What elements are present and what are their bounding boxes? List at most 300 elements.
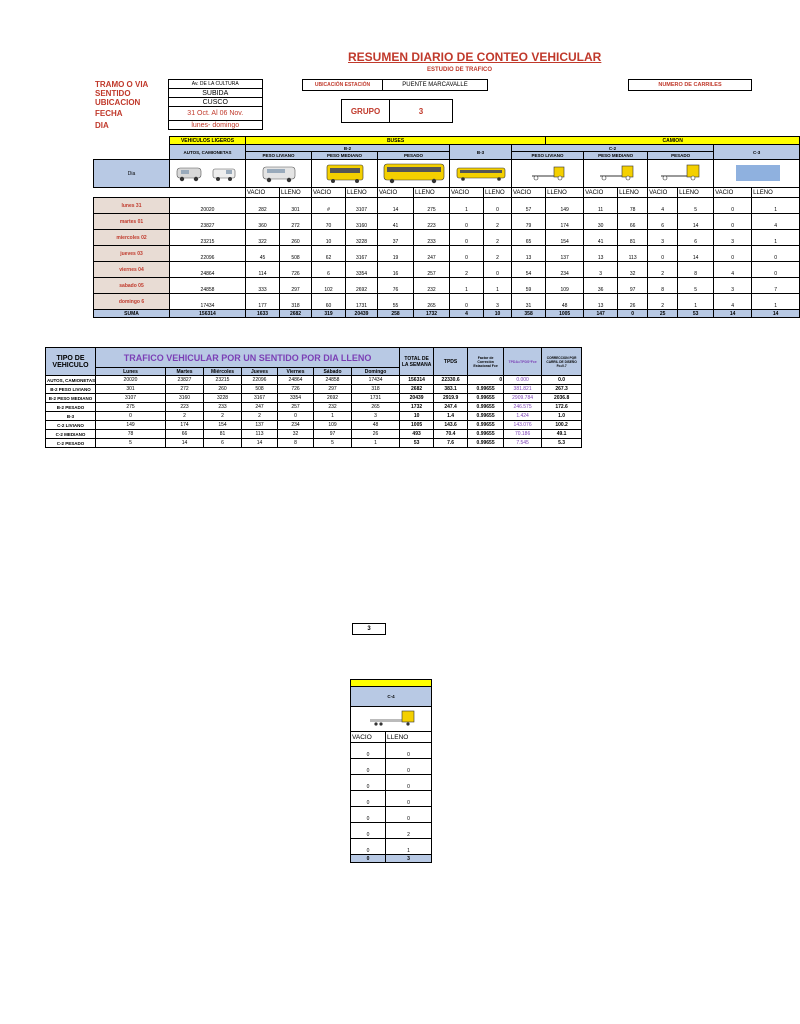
summary-cell: 1731 [352,394,400,403]
count-cell: 109 [546,278,584,294]
summary-cell: 297 [314,385,352,394]
vacio-header: VACIO [714,188,752,198]
count-cell: 2 [450,262,484,278]
day-label: lunes 31 [94,198,170,214]
header-dia: Dia [94,160,170,188]
c4-cell: 0 [351,823,386,839]
tpds-cell: 143.6 [434,421,468,430]
bus-large-icon [378,160,450,188]
count-cell: 2 [648,294,678,310]
tpds-cell: 247.4 [434,403,468,412]
summary-cell: 20020 [96,376,166,385]
summary-cell: 8 [278,439,314,448]
summary-cell: 0 [96,412,166,421]
count-cell: 1 [484,278,512,294]
lleno-header: LLENO [280,188,312,198]
c4-top-bar [351,680,432,687]
count-cell: 137 [546,246,584,262]
c4-truck-icon [351,707,432,732]
count-cell: 14 [678,214,714,230]
c4-cell: 0 [351,775,386,791]
count-cell: 275 [414,198,450,214]
count-cell: 0 [714,198,752,214]
summary-cell: 2 [242,412,278,421]
tpda-cell: 2909.784 [504,394,542,403]
count-cell: 3 [648,230,678,246]
header-b2: B-2 [246,145,450,152]
count-cell: 8 [648,278,678,294]
summary-row [46,385,582,394]
lleno-header: LLENO [618,188,648,198]
header-c3: C-3 [714,145,800,160]
count-cell: 8 [678,262,714,278]
total-cell: 1005 [400,421,434,430]
lleno-header: LLENO [752,188,800,198]
summary-cell: 3167 [242,394,278,403]
c4-row [351,775,432,791]
summary-cell: 5 [96,439,166,448]
count-cell: 81 [618,230,648,246]
tpds-cell: 1.4 [434,412,468,421]
count-cell: # [312,198,346,214]
count-cell: 54 [512,262,546,278]
summary-cell: 260 [204,385,242,394]
tpds-cell: 383.1 [434,385,468,394]
day-label: jueves 03 [94,246,170,262]
summary-cell: 2692 [314,394,352,403]
ubicacion-estacion [302,79,488,91]
summary-cell: 6 [204,439,242,448]
count-cell: 2692 [346,278,378,294]
summary-header-tipo: TIPO DE VEHICULO [46,348,96,376]
count-cell: 3160 [346,214,378,230]
c4-header: C-4 [351,687,432,707]
summary-cell: 275 [96,403,166,412]
summary-cell: 5 [314,439,352,448]
summary-row [46,412,582,421]
count-cell: 1 [678,294,714,310]
grupo-box [341,99,453,123]
count-cell: 23827 [170,214,246,230]
count-cell: 234 [546,262,584,278]
count-cell: 223 [414,214,450,230]
table-row [94,246,800,262]
total-cell: 20439 [400,394,434,403]
table-row [94,198,800,214]
summary-cell: 14 [242,439,278,448]
count-cell: 22096 [170,246,246,262]
truck-c3-icon [714,160,800,188]
count-cell: 318 [280,294,312,310]
summary-cell: 32 [278,430,314,439]
header-camion: CAMION [546,137,800,145]
c4-sum-cell: 0 [351,855,386,863]
summary-header-tpda: TPDA=TPDS*Fce [504,348,542,376]
page-number-box [352,623,386,635]
suma-cell: 0 [618,310,648,318]
suma-cell: 2682 [280,310,312,318]
suma-cell: 319 [312,310,346,318]
summary-cell: 318 [352,385,400,394]
c4-sum-cell: 3 [386,855,432,863]
c4-row [351,743,432,759]
count-cell: 0 [714,246,752,262]
grupo-label: GRUPO [342,100,390,123]
tpds-cell: 7.6 [434,439,468,448]
count-cell: 32 [618,262,648,278]
summary-cell: 3107 [96,394,166,403]
count-cell: 30 [584,214,618,230]
tpds-cell: 2919.9 [434,394,468,403]
count-cell: 1 [752,294,800,310]
factor-cell: 0.99655 [468,430,504,439]
vacio-header: VACIO [246,188,280,198]
sentido-label: SENTIDO [95,88,131,98]
correccion-cell: 5.3 [542,439,582,448]
factor-cell: 0.99655 [468,403,504,412]
header-vehiculos-ligeros: VEHICULOS LIGEROS [170,137,246,145]
summary-cell: 1 [352,439,400,448]
summary-day-header: Sábado [314,368,352,376]
carriles-label: NUMERO DE CARRILES [629,80,752,91]
count-cell: 13 [512,246,546,262]
count-cell: 3107 [346,198,378,214]
count-cell: 3 [714,278,752,294]
tpda-cell: 246.575 [504,403,542,412]
summary-header-tpds: TPDS [434,348,468,376]
count-cell: 26 [618,294,648,310]
summary-cell: 24864 [278,376,314,385]
factor-cell: 0.99655 [468,412,504,421]
count-cell: 0 [450,214,484,230]
summary-cell: 26 [352,430,400,439]
count-cell: 79 [512,214,546,230]
summary-cell: 17434 [352,376,400,385]
suma-cell: 25 [648,310,678,318]
summary-header-factor: Factor de Correción Estacional Fce [468,348,504,376]
table-row [94,278,800,294]
table-row [94,214,800,230]
header-b2-peso-liviano: PESO LIVIANO [246,152,312,160]
van-icon [246,160,312,188]
summary-cell: 154 [204,421,242,430]
summary-cell: 265 [352,403,400,412]
suma-cell: 20439 [346,310,378,318]
tpds-cell: 22330.6 [434,376,468,385]
summary-row [46,430,582,439]
suma-cell: 14 [752,310,800,318]
total-cell: 1732 [400,403,434,412]
count-cell: 2 [484,246,512,262]
summary-cell: 3354 [278,394,314,403]
c4-row [351,807,432,823]
summary-header-correccion: CORRECCION POR CARRIL DE DISEÑO Fc=0.7 [542,348,582,376]
header-b2-peso-mediano: PESO MEDIANO [312,152,378,160]
count-cell: 4 [714,294,752,310]
count-cell: 19 [378,246,414,262]
vacio-header: VACIO [378,188,414,198]
summary-cell: 3160 [166,394,204,403]
count-cell: 4 [752,214,800,230]
summary-cell: 66 [166,430,204,439]
count-cell: 2 [648,262,678,278]
suma-label: SUMA [94,310,170,318]
count-cell: 37 [378,230,414,246]
grupo-value: 3 [390,100,453,123]
correccion-cell: 100.2 [542,421,582,430]
count-cell: 78 [618,198,648,214]
suma-cell: 156314 [170,310,246,318]
c4-cell: 0 [351,791,386,807]
summary-cell: 301 [96,385,166,394]
bus-b3-icon [450,160,512,188]
c4-cell: 0 [386,807,432,823]
summary-table [45,347,582,448]
correccion-cell: 172.6 [542,403,582,412]
summary-cell: 1 [314,412,352,421]
tpda-cell: 143.076 [504,421,542,430]
vacio-header: VACIO [648,188,678,198]
c4-row [351,839,432,855]
tpda-cell: 0.000 [504,376,542,385]
vehicle-type: C-2 LIVIANO [46,421,96,430]
suma-cell: 258 [378,310,414,318]
summary-cell: 149 [96,421,166,430]
total-cell: 53 [400,439,434,448]
count-cell: 726 [280,262,312,278]
count-cell: 0 [450,294,484,310]
count-cell: 55 [378,294,414,310]
count-cell: 233 [414,230,450,246]
count-cell: 0 [484,262,512,278]
c4-cell: 0 [386,743,432,759]
count-cell: 24858 [170,278,246,294]
correccion-cell: 0.0 [542,376,582,385]
vacio-header: VACIO [450,188,484,198]
count-cell: 0 [484,198,512,214]
header-c2-pesado: PESADO [648,152,714,160]
count-cell: 11 [584,198,618,214]
c4-row [351,791,432,807]
total-cell: 156314 [400,376,434,385]
count-cell: 3 [714,230,752,246]
page-subtitle: ESTUDIO DE TRAFICO [427,67,493,73]
c4-cell: 0 [351,759,386,775]
summary-cell: 24858 [314,376,352,385]
count-cell: 114 [246,262,280,278]
count-cell: 48 [546,294,584,310]
day-label: sabado 05 [94,278,170,294]
count-cell: 16 [378,262,414,278]
fecha-value: 31 Oct. Al 06 Nov. [168,107,263,121]
count-cell: 3 [584,262,618,278]
count-cell: 13 [584,294,618,310]
count-cell: 247 [414,246,450,262]
summary-cell: 137 [242,421,278,430]
summary-cell: 234 [278,421,314,430]
summary-cell: 113 [242,430,278,439]
total-cell: 10 [400,412,434,421]
count-cell: 265 [414,294,450,310]
day-label: martes 01 [94,214,170,230]
vehicle-type: B-2 PESADO [46,403,96,412]
suma-cell: 14 [714,310,752,318]
count-cell: 174 [546,214,584,230]
vehicle-type: C-2 MEDIANO [46,430,96,439]
suma-cell: 53 [678,310,714,318]
c4-cell: 1 [386,839,432,855]
count-cell: 13 [584,246,618,262]
count-cell: 70 [312,214,346,230]
summary-cell: 223 [166,403,204,412]
dia-value: lunes- domingo [168,121,263,130]
count-cell: 23215 [170,230,246,246]
lleno-header: LLENO [484,188,512,198]
correccion-cell: 267.3 [542,385,582,394]
count-cell: 1 [450,198,484,214]
count-cell: 0 [714,214,752,230]
count-cell: 41 [378,214,414,230]
factor-cell: 0.99655 [468,385,504,394]
c4-row [351,823,432,839]
summary-cell: 22096 [242,376,278,385]
header-c2-peso-mediano: PESO MEDIANO [584,152,648,160]
summary-day-header: Miércoles [204,368,242,376]
table-row [94,262,800,278]
vehicle-type: B-2 PESO MEDIANO [46,394,96,403]
vehicle-type: B-2 PESO LIVIANO [46,385,96,394]
summary-row [46,421,582,430]
suma-cell: 1633 [246,310,280,318]
vehicle-type: AUTOS, CAMIONETAS [47,377,96,383]
vehicle-type: B-3 [46,412,96,421]
count-cell: 31 [512,294,546,310]
count-cell: 333 [246,278,280,294]
count-cell: 7 [752,278,800,294]
c4-cell: 0 [351,807,386,823]
count-cell: 508 [280,246,312,262]
summary-cell: 81 [204,430,242,439]
day-label: viernes 04 [94,262,170,278]
count-cell: 59 [512,278,546,294]
c4-cell: 2 [386,823,432,839]
count-cell: 6 [678,230,714,246]
page-title: RESUMEN DIARIO DE CONTEO VEHICULAR [348,50,602,64]
summary-day-header: Martes [166,368,204,376]
count-cell: 272 [280,214,312,230]
car-icon [170,160,246,188]
count-cell: 3 [484,294,512,310]
count-cell: 10 [312,230,346,246]
tpds-cell: 70.4 [434,430,468,439]
suma-cell: 10 [484,310,512,318]
suma-cell: 358 [512,310,546,318]
count-cell: 41 [584,230,618,246]
correccion-cell: 1.0 [542,412,582,421]
count-cell: 102 [312,278,346,294]
truck-heavy-icon [648,160,714,188]
count-cell: 14 [378,198,414,214]
truck-light-icon [512,160,584,188]
lleno-header: LLENO [414,188,450,198]
summary-cell: 78 [96,430,166,439]
count-cell: 113 [618,246,648,262]
summary-cell: 97 [314,430,352,439]
summary-row [46,376,582,385]
summary-cell: 14 [166,439,204,448]
header-buses: BUSES [246,137,546,145]
count-cell: 322 [246,230,280,246]
header-c2-peso-liviano: PESO LIVIANO [512,152,584,160]
suma-cell: 147 [584,310,618,318]
count-cell: 3354 [346,262,378,278]
count-cell: 62 [312,246,346,262]
summary-cell: 23827 [166,376,204,385]
count-cell: 6 [648,214,678,230]
summary-cell: 23215 [204,376,242,385]
count-cell: 2 [484,214,512,230]
count-cell: 282 [246,198,280,214]
tpda-cell: 1.424 [504,412,542,421]
summary-cell: 2 [204,412,242,421]
c4-cell: 0 [351,839,386,855]
count-cell: 0 [648,246,678,262]
correccion-cell: 2036.8 [542,394,582,403]
count-cell: 4 [714,262,752,278]
summary-cell: 726 [278,385,314,394]
truck-medium-icon [584,160,648,188]
c4-cell: 0 [351,743,386,759]
count-cell: 0 [752,262,800,278]
info-block [93,79,263,130]
count-cell: 297 [280,278,312,294]
count-cell: 1 [752,230,800,246]
c4-lleno-header: LLENO [386,732,432,743]
tpda-cell: 70.186 [504,430,542,439]
count-cell: 66 [618,214,648,230]
c4-row [351,759,432,775]
vehicle-type: C-2 PESADO [46,439,96,448]
lleno-header: LLENO [678,188,714,198]
summary-cell: 257 [278,403,314,412]
count-cell: 1 [752,198,800,214]
tpda-cell: 7.545 [504,439,542,448]
summary-cell: 272 [166,385,204,394]
summary-day-header: Jueves [242,368,278,376]
count-cell: 154 [546,230,584,246]
summary-cell: 508 [242,385,278,394]
c4-vacio-header: VACIO [351,732,386,743]
count-cell: 232 [414,278,450,294]
c4-cell: 0 [386,791,432,807]
summary-cell: 109 [314,421,352,430]
ubicacion-estacion-value: PUENTE MARCAVALLE [383,80,488,91]
header-b2-pesado: PESADO [378,152,450,160]
count-table [93,136,800,318]
summary-header-total: TOTAL DE LA SEMANA [400,348,434,376]
summary-row [46,394,582,403]
table-row [94,294,800,310]
count-cell: 5 [678,198,714,214]
table-row [94,230,800,246]
tramo-label: TRAMO O VIA [95,79,149,89]
count-cell: 360 [246,214,280,230]
total-cell: 493 [400,430,434,439]
count-cell: 2 [484,230,512,246]
header-autos: AUTOS, CAMIONETAS [170,145,246,160]
total-cell: 2682 [400,385,434,394]
summary-cell: 174 [166,421,204,430]
